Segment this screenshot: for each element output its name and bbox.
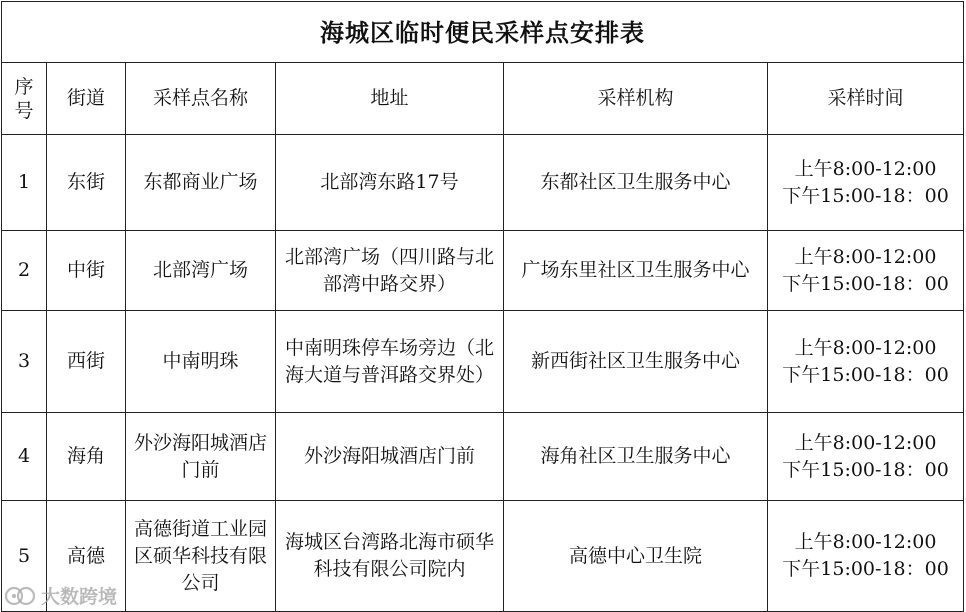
row-site: 东都商业广场 (126, 135, 276, 231)
row-org: 高德中心卫生院 (504, 501, 768, 612)
table-row (2, 311, 964, 413)
row-street: 东街 (47, 135, 126, 231)
row-address: 海城区台湾路北海市硕华科技有限公司院内 (276, 501, 504, 612)
time-am: 上午8:00-12:00 (794, 245, 937, 268)
row-site: 中南明珠 (126, 311, 276, 413)
row-address: 北部湾东路17号 (276, 135, 504, 231)
row-index: 1 (2, 135, 47, 231)
table-row (2, 135, 964, 231)
table-title: 海城区临时便民采样点安排表 (2, 2, 964, 63)
title-row (2, 2, 964, 63)
row-org: 海角社区卫生服务中心 (504, 413, 768, 501)
row-time (768, 135, 964, 231)
schedule-table (1, 1, 964, 612)
row-time (768, 501, 964, 612)
table-row (2, 231, 964, 311)
header-row (2, 63, 964, 135)
row-street: 中街 (47, 231, 126, 311)
time-pm: 下午15:00-18：00 (782, 184, 949, 207)
row-site: 外沙海阳城酒店门前 (126, 413, 276, 501)
row-site: 高德街道工业园区硕华科技有限公司 (126, 501, 276, 612)
row-address: 中南明珠停车场旁边（北海大道与普洱路交界处） (276, 311, 504, 413)
header-time: 采样时间 (768, 63, 964, 135)
header-address: 地址 (276, 63, 504, 135)
header-site: 采样点名称 (126, 63, 276, 135)
row-index: 5 (2, 501, 47, 612)
row-time (768, 311, 964, 413)
row-org: 新西街社区卫生服务中心 (504, 311, 768, 413)
row-street: 海角 (47, 413, 126, 501)
row-index: 2 (2, 231, 47, 311)
time-pm: 下午15:00-18：00 (782, 363, 949, 386)
header-org: 采样机构 (504, 63, 768, 135)
row-org: 东都社区卫生服务中心 (504, 135, 768, 231)
time-pm: 下午15:00-18：00 (782, 458, 949, 481)
row-time (768, 231, 964, 311)
row-site: 北部湾广场 (126, 231, 276, 311)
header-index: 序号 (2, 63, 47, 135)
table-row (2, 501, 964, 612)
time-pm: 下午15:00-18：00 (782, 272, 949, 295)
row-street: 高德 (47, 501, 126, 612)
row-street: 西街 (47, 311, 126, 413)
time-am: 上午8:00-12:00 (794, 431, 937, 454)
header-street: 街道 (47, 63, 126, 135)
time-am: 上午8:00-12:00 (794, 336, 937, 359)
row-address: 外沙海阳城酒店门前 (276, 413, 504, 501)
table-row (2, 413, 964, 501)
time-am: 上午8:00-12:00 (794, 531, 937, 553)
row-index: 4 (2, 413, 47, 501)
row-index: 3 (2, 311, 47, 413)
row-address: 北部湾广场（四川路与北部湾中路交界） (276, 231, 504, 311)
time-pm: 下午15:00-18：00 (782, 558, 949, 580)
time-am: 上午8:00-12:00 (794, 157, 937, 180)
row-time (768, 413, 964, 501)
row-org: 广场东里社区卫生服务中心 (504, 231, 768, 311)
watermark-text: 大数跨境 (41, 586, 118, 608)
